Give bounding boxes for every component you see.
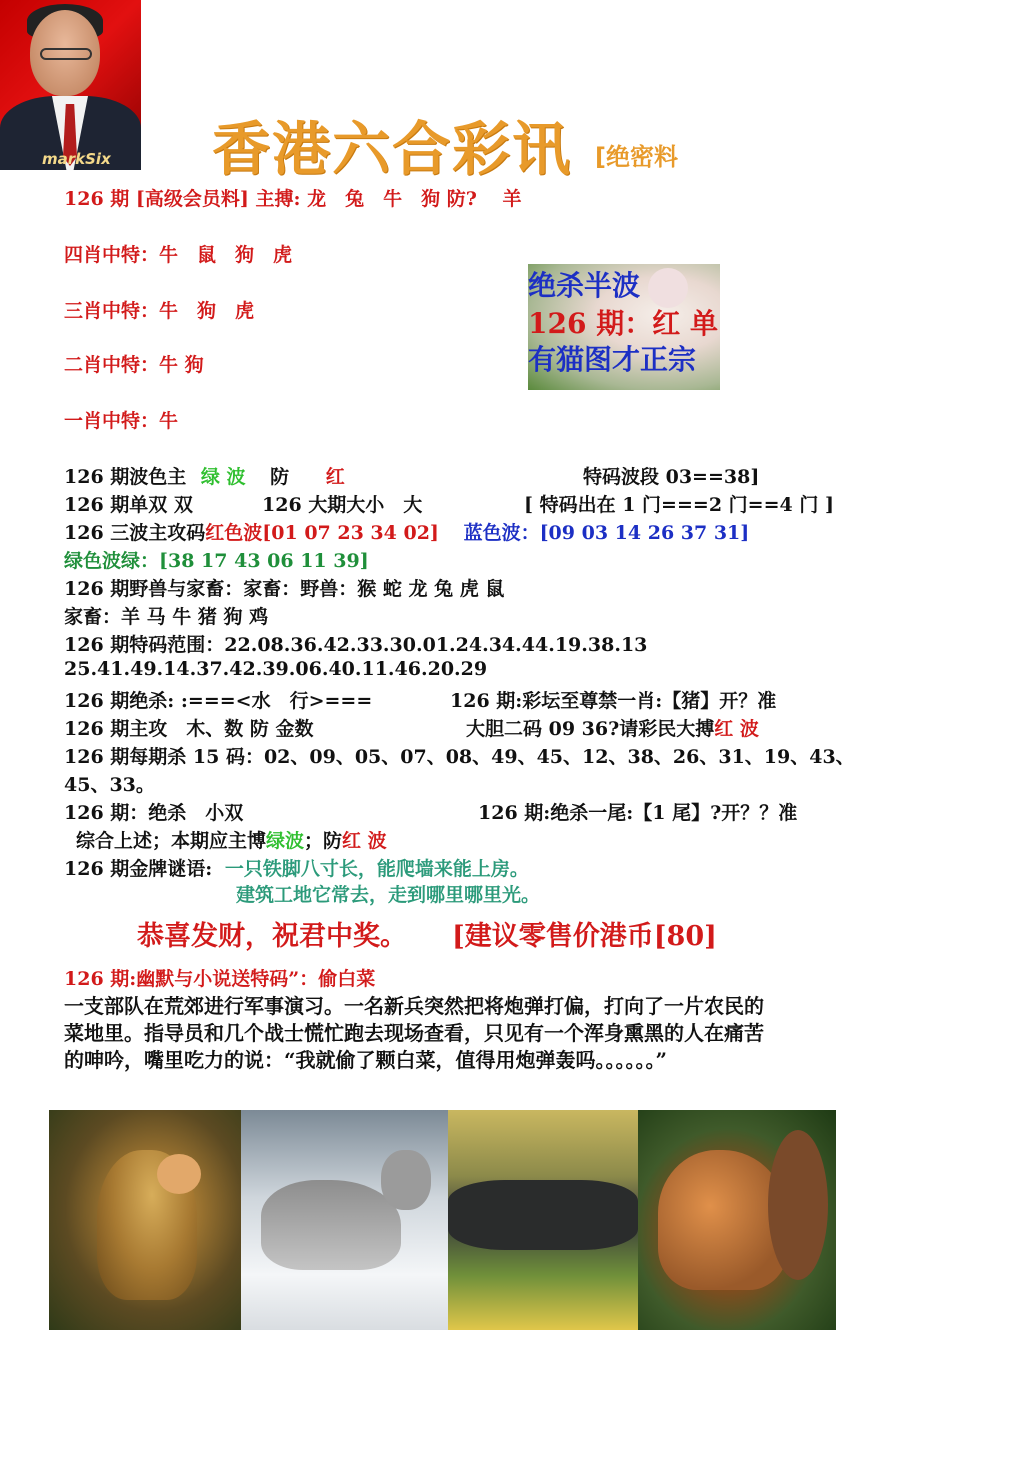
attack-line-b-text: 大胆二码 09 36?请彩民大搏 <box>466 718 715 740</box>
cat-box-line1: 绝杀半波 <box>528 269 641 302</box>
kill-line-b: 126 期:彩坛至尊禁一肖:【猪】开？准 <box>450 690 777 712</box>
joke-para-1: 一支部队在荒郊进行军事演习。一名新兵突然把将炮弹打偏，打向了一片农民的 <box>64 994 764 1018</box>
wolf-body-shape <box>261 1180 401 1270</box>
fifteen-line-b: 45、33。 <box>64 774 155 796</box>
attack-line-b-red: 红 波 <box>714 718 759 740</box>
buffalo-photo <box>448 1110 638 1330</box>
monkey-photo <box>49 1110 241 1330</box>
one-zodiac-line: 一肖中特：牛 <box>64 410 179 432</box>
range-line-b: 25.41.49.14.37.42.39.06.40.11.46.20.29 <box>64 658 488 680</box>
monkey-face-shape <box>157 1154 201 1194</box>
riddle-text-2: 建筑工地它常去，走到哪里哪里光。 <box>236 884 541 906</box>
range-line-a: 126 期特码范围：22.08.36.42.33.30.01.24.34.44.19.38.13 <box>64 634 648 656</box>
squirrel-photo <box>638 1110 836 1330</box>
small-line-a: 126 期：绝杀 小双 <box>64 802 244 824</box>
four-zodiac-line: 四肖中特：牛 鼠 狗 虎 <box>64 244 293 266</box>
wave-line <box>64 462 345 489</box>
three-wave-blue: 蓝色波：[09 03 14 26 37 31] <box>463 522 750 544</box>
two-zodiac-line: 二肖中特：牛 狗 <box>64 354 204 376</box>
price-text: [建议零售价港币[80] <box>452 921 717 952</box>
joke-para-3: 的呻吟，嘴里吃力的说：“我就偷了颗白菜，值得用炮弹轰吗。。。。。。” <box>64 1048 668 1072</box>
three-zodiac-line: 三肖中特：牛 狗 虎 <box>64 300 255 322</box>
riddle-line-1 <box>64 854 529 881</box>
page-title: 香港六合彩讯 <box>212 115 573 183</box>
joke-title: 126 期:幽默与小说送特码”：偷白菜 <box>64 968 376 990</box>
odd-even: 126 期单双 双 <box>64 494 193 516</box>
cat-picture-box <box>528 264 720 390</box>
summary-red: 红 波 <box>342 830 387 852</box>
wave-label: 126 期波色主 <box>64 466 187 488</box>
host-portrait <box>0 0 141 170</box>
summary-text-a: 综合上述；本期应主博 <box>76 830 267 852</box>
small-line-b: 126 期:绝杀一尾:【1 尾】?开？？准 <box>478 802 798 824</box>
attack-line-b <box>466 714 759 741</box>
fifteen-line-a: 126 期每期杀 15 码：02、09、05、07、08、49、45、12、38、26、31、19、43、 <box>64 746 855 768</box>
kill-line-a: 126 期绝杀: :===<水 行>=== <box>64 690 373 712</box>
beast-line: 126 期野兽与家畜：家畜：野兽：猴 蛇 龙 兔 虎 鼠 <box>64 578 505 600</box>
wave-range: 特码波段 03==38] <box>583 466 760 488</box>
cat-box-line3: 有猫图才正宗 <box>528 343 697 376</box>
three-wave-label: 126 三波主攻码 <box>64 522 206 544</box>
big-small: 126 大期大小 大 <box>262 494 423 516</box>
congrats-text: 恭喜发财，祝君中奖。 <box>137 921 407 952</box>
riddle-label: 126 期金牌谜语: <box>64 858 213 880</box>
portrait-glasses <box>40 48 92 60</box>
attack-line-a: 126 期主攻 木、数 防 金数 <box>64 718 314 740</box>
buffalo-herd-shape <box>448 1180 638 1250</box>
summary-text-b: ；防 <box>304 830 343 852</box>
riddle-text-1: 一只铁脚八寸长，能爬墙来能上房。 <box>224 858 529 880</box>
summary-line <box>76 826 387 853</box>
main-pick-line: 126 期 [高级会员料] 主搏: 龙 兔 牛 狗 防? 羊 <box>64 188 522 210</box>
summary-green: 绿波 <box>266 830 305 852</box>
three-wave-red: 红色波[01 07 23 34 02] <box>205 522 439 544</box>
wolf-photo <box>241 1110 448 1330</box>
title-tag: [绝密料 <box>595 143 678 171</box>
wolf-head-shape <box>381 1150 431 1210</box>
three-wave-line <box>64 518 749 545</box>
wave-main: 绿 波 <box>200 466 246 488</box>
wave-guard-label: 防 <box>270 466 290 488</box>
green-wave-line: 绿色波绿：[38 17 43 06 11 39] <box>64 550 369 572</box>
domestic-line: 家畜：羊 马 牛 猪 狗 鸡 <box>64 606 269 628</box>
squirrel-tail-shape <box>768 1130 828 1280</box>
wave-guard: 红 <box>325 466 345 488</box>
joke-para-2: 菜地里。指导员和几个战士慌忙跑去现场查看，只见有一个浑身熏黑的人在痛苦 <box>64 1021 764 1045</box>
cat-box-line2: 126 期：红 单 <box>528 307 718 340</box>
marksix-logo: markSix <box>42 150 111 168</box>
door-line: [ 特码出在 1 门===2 门==4 门 ] <box>524 494 834 516</box>
